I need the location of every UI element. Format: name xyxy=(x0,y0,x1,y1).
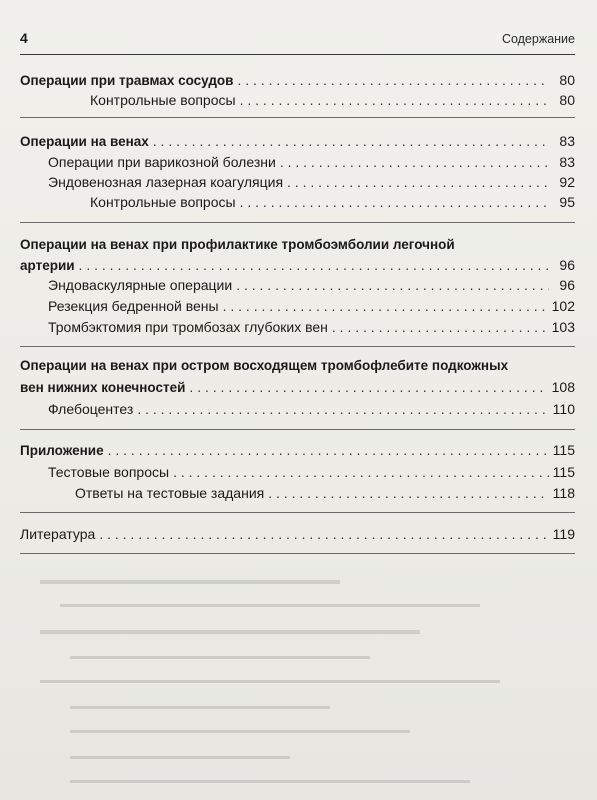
toc-entry-page: 96 xyxy=(559,277,575,293)
toc-entry[interactable] xyxy=(20,131,575,152)
toc-entry-page: 80 xyxy=(559,72,575,88)
header-rule xyxy=(20,54,575,55)
toc-entry-page: 115 xyxy=(552,464,575,480)
toc-entry-title: Ответы на тестовые задания xyxy=(75,485,265,501)
toc-entry-title-line: Операции на венах при остром восходящем тромбофлебите подкожных xyxy=(20,358,509,373)
toc-entry[interactable] xyxy=(20,377,575,398)
section-rule xyxy=(20,512,575,513)
toc-entry-page: 83 xyxy=(559,133,575,149)
section-rule xyxy=(20,429,575,430)
toc-entry-page: 115 xyxy=(552,442,575,458)
dot-leader xyxy=(173,462,549,482)
section-rule xyxy=(20,346,575,347)
toc-entry-title: Литература xyxy=(20,526,96,542)
toc-entry-page: 95 xyxy=(559,194,575,210)
dot-leader xyxy=(236,275,549,295)
page-header xyxy=(20,30,575,52)
toc-entry-title: Приложение xyxy=(20,443,104,458)
toc-entry-title: Операции при варикозной болезни xyxy=(48,154,276,170)
toc-entry-page: 83 xyxy=(559,154,575,170)
toc-entry-page: 92 xyxy=(559,174,575,190)
section-rule xyxy=(20,553,575,554)
dot-leader xyxy=(332,317,548,337)
dot-leader xyxy=(137,399,548,419)
toc-entry[interactable] xyxy=(90,192,575,212)
toc-entry-title: Контрольные вопросы xyxy=(90,92,236,108)
toc-entry-title: Эндоваскулярные операции xyxy=(48,277,233,293)
dot-leader xyxy=(79,255,549,275)
toc-entry[interactable] xyxy=(48,399,575,419)
dot-leader xyxy=(99,524,548,544)
section-rule xyxy=(20,117,575,118)
running-title: Содержание xyxy=(501,32,575,46)
dot-leader xyxy=(153,131,549,151)
toc-entry[interactable] xyxy=(48,152,575,172)
toc-entry[interactable] xyxy=(20,524,575,544)
toc-entry-title: Резекция бедренной вены xyxy=(48,298,219,314)
toc-entry[interactable] xyxy=(75,483,575,503)
toc-entry[interactable] xyxy=(48,296,575,316)
show-through-texture xyxy=(0,560,597,800)
toc-entry[interactable] xyxy=(20,70,575,91)
toc-entry[interactable] xyxy=(48,317,575,337)
dot-leader xyxy=(237,70,549,90)
toc-entry[interactable] xyxy=(90,90,575,110)
dot-leader xyxy=(280,152,549,172)
dot-leader xyxy=(287,172,549,192)
section-rule xyxy=(20,222,575,223)
toc-entry-page: 102 xyxy=(551,298,575,314)
toc-entry-title-line: Операции на венах при профилактике тромбоэмболии легочной xyxy=(20,237,455,252)
toc-entry[interactable] xyxy=(20,440,575,461)
toc-entry-title: Операции при травмах сосудов xyxy=(20,73,234,88)
dot-leader xyxy=(108,440,549,460)
toc-entry[interactable] xyxy=(48,172,575,192)
toc-entry-title: артерии xyxy=(20,258,75,273)
dot-leader xyxy=(268,483,548,503)
page-number: 4 xyxy=(20,30,28,46)
toc-entry-page: 80 xyxy=(559,92,575,108)
toc-entry-title: Эндовенозная лазерная коагуляция xyxy=(48,174,284,190)
toc-entry-title: Тромбэктомия при тромбозах глубоких вен xyxy=(48,319,328,335)
toc-entry-page: 103 xyxy=(551,319,575,335)
dot-leader xyxy=(240,192,549,212)
toc-entry-page: 96 xyxy=(559,257,575,273)
toc-entry[interactable] xyxy=(48,462,575,482)
dot-leader xyxy=(223,296,548,316)
toc-entry-page: 108 xyxy=(551,379,575,395)
toc-entry-title: Флебоцентез xyxy=(48,401,134,417)
toc-entry-title: Тестовые вопросы xyxy=(48,464,170,480)
dot-leader xyxy=(189,377,547,397)
toc-entry-title: Операции на венах xyxy=(20,134,149,149)
toc-entry-page: 118 xyxy=(552,485,575,501)
toc-entry-title: Контрольные вопросы xyxy=(90,194,236,210)
toc-entry-page: 119 xyxy=(552,526,575,542)
toc-entry-page: 110 xyxy=(552,401,575,417)
toc-entry[interactable] xyxy=(48,275,575,295)
toc-entry-title: вен нижних конечностей xyxy=(20,380,186,395)
toc-entry[interactable] xyxy=(20,255,575,276)
dot-leader xyxy=(240,90,549,110)
